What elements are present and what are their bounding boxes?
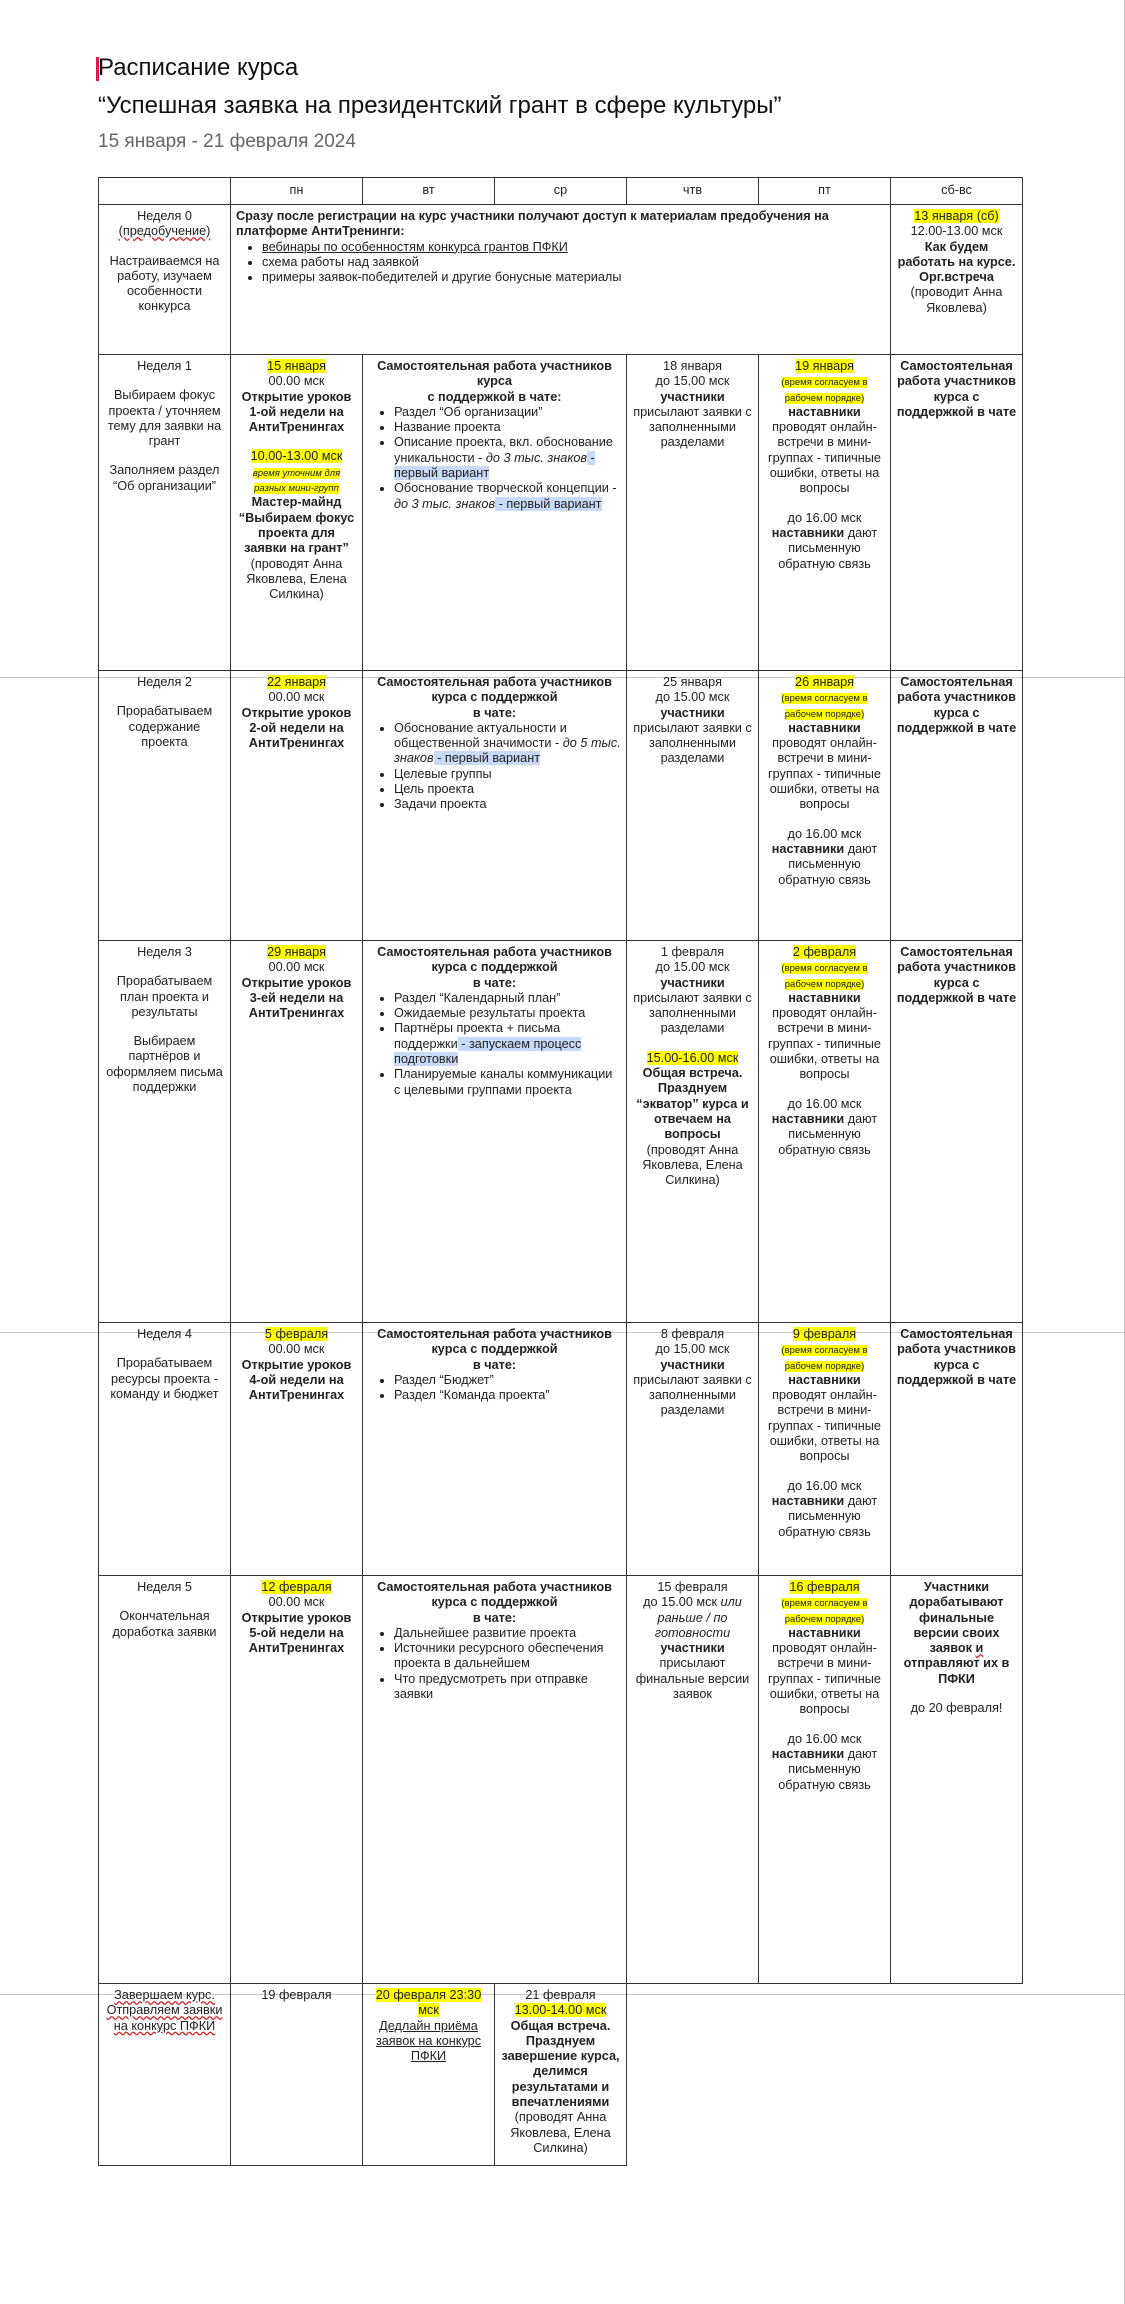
date-badge: 5 февраля: [264, 1327, 329, 1341]
week4-mon-cell[interactable]: [231, 1323, 363, 1576]
list-item: • Обоснование актуальности и общественной значимости - до 5 тыс. знаков - первый вариант: [394, 721, 621, 767]
week0-intro-cell[interactable]: [231, 205, 891, 355]
who-text: наставники: [788, 404, 861, 419]
week0-list: [236, 240, 885, 286]
week-desc: Прорабатываем содержание проекта: [116, 704, 213, 749]
week-row: [99, 1576, 1023, 1984]
work-list: [368, 405, 621, 512]
final-row: [99, 1984, 1023, 2166]
time-badge: 15.00-16.00 мск: [646, 1050, 739, 1065]
task-text: проводят онлайн-встречи в мини-группах - типичные ошибки, ответы на вопросы: [768, 420, 881, 496]
week4-thu-cell[interactable]: [627, 1323, 759, 1576]
final-label-cell[interactable]: [99, 1984, 231, 2166]
week-row: [99, 355, 1023, 671]
date-badge: 16 февраля: [789, 1580, 860, 1594]
week-row: [99, 1323, 1023, 1576]
work-title: Самостоятельная работа участников курса с поддержкой: [377, 1580, 612, 1610]
date-badge: 22 января: [267, 675, 326, 689]
date-badge: 13 января (сб): [914, 209, 999, 223]
event-host: (проводит Анна Яковлева): [910, 285, 1003, 315]
week1-thu-cell[interactable]: [627, 355, 759, 671]
deadline-text: Дедлайн приёма заявок на конкурс ПФКИ: [375, 2018, 482, 2064]
doc-title[interactable]: Расписание курса: [98, 54, 299, 81]
task-text: присылают финальные версии заявок: [635, 1656, 750, 1702]
note-text: (время согласуем в рабочем порядке): [781, 1598, 868, 1625]
final-mon-cell[interactable]: 19 февраля: [231, 1984, 363, 2166]
who-text: участники: [660, 1357, 725, 1372]
week-row: [99, 205, 1023, 355]
final-wed-cell[interactable]: [495, 1984, 627, 2166]
time-text: до 16.00 мск: [787, 510, 862, 525]
task-text: проводят онлайн-встречи в мини-группах - типичные ошибки, ответы на вопросы: [768, 736, 881, 812]
week4-label-cell[interactable]: [99, 1323, 231, 1576]
week-desc: Окончательная доработка заявки: [112, 1609, 217, 1639]
who-text: участники: [660, 1641, 725, 1656]
week2-work-cell[interactable]: [363, 671, 627, 941]
list-item: • Раздел “Об организации”: [394, 405, 621, 420]
note-text: (время согласуем в рабочем порядке): [781, 377, 868, 404]
final-tue-cell[interactable]: [363, 1984, 495, 2166]
week-label: Неделя 4: [137, 1327, 192, 1341]
week-label: Неделя 3: [137, 945, 192, 959]
time-text: 00.00 мск: [268, 374, 325, 389]
time-text: 00.00 мск: [268, 1342, 325, 1357]
schedule-table: [98, 177, 1023, 2166]
week1-mon-cell[interactable]: [231, 355, 363, 671]
list-item: • Название проекта: [394, 420, 621, 435]
week5-mon-cell[interactable]: [231, 1576, 363, 1984]
event-host: (проводят Анна Яковлева, Елена Силкина): [642, 1142, 743, 1188]
doc-dates[interactable]: 15 января - 21 февраля 2024: [98, 131, 356, 152]
week-row: [99, 941, 1023, 1323]
date-text: 15 февраля: [657, 1580, 728, 1594]
header-weekend[interactable]: сб-вс: [891, 178, 1023, 205]
week-desc: Выбираем фокус проекта / уточняем тему для заявки на грант: [107, 388, 222, 449]
time-text: до 15.00 мск: [655, 1342, 730, 1357]
who-text: наставники: [788, 720, 861, 735]
event-title: Как будем работать на курсе. Орг.встреча: [897, 239, 1016, 285]
list-item: • Раздел “Календарный план”: [394, 991, 621, 1006]
week-label: Неделя 2: [137, 675, 192, 689]
week5-weekend-cell[interactable]: Участники дорабатывают финальные версии своих заявок и отправляют их в ПФКИ до 20 февраля!: [891, 1576, 1023, 1984]
note-text: (время согласуем в рабочем порядке): [781, 1345, 868, 1372]
week3-weekend-cell[interactable]: Самостоятельная работа участников курса с поддержкой в чате: [891, 941, 1023, 1323]
list-item: • примеры заявок-победителей и другие бонусные материалы: [262, 270, 885, 285]
week1-weekend-cell[interactable]: Самостоятельная работа участников курса с поддержкой в чате: [891, 355, 1023, 671]
work-title: Самостоятельная работа участников курса с поддержкой: [377, 1327, 612, 1357]
week3-thu-cell[interactable]: [627, 941, 759, 1323]
week-label: Неделя 1: [137, 359, 192, 373]
header-row: [99, 178, 1023, 205]
time-text: до 15.00 мск: [655, 374, 730, 389]
date-text: 1 февраля: [660, 945, 725, 959]
date-badge: 12 февраля: [261, 1580, 332, 1594]
list-item: • Планируемые каналы коммуникации с целевыми группами проекта: [394, 1067, 621, 1098]
who-text: наставники: [788, 1625, 861, 1640]
list-item: • Задачи проекта: [394, 797, 621, 812]
list-item: • Ожидаемые результаты проекта: [394, 1006, 621, 1021]
week-row: [99, 671, 1023, 941]
event-title: Открытие уроков 5-ой недели на АнтиТренингах: [241, 1610, 352, 1656]
list-item: • Раздел “Команда проекта”: [394, 1388, 621, 1403]
week1-label-cell[interactable]: [99, 355, 231, 671]
week1-work-cell[interactable]: [363, 355, 627, 671]
week3-mon-cell[interactable]: [231, 941, 363, 1323]
week-desc: Настраиваемся на работу, изучаем особенности конкурса: [109, 253, 220, 314]
work-sub: в чате:: [472, 1610, 517, 1625]
week-label-sub: (предобучение): [118, 224, 211, 239]
work-title: Самостоятельная работа участников курса с поддержкой: [377, 945, 612, 975]
date-text: 18 января: [663, 359, 722, 373]
week-desc: Выбираем партнёров и оформляем письма поддержки: [106, 1034, 223, 1095]
list-item: • Обоснование творческой концепции - до 3 тыс. знаков - первый вариант: [394, 481, 621, 512]
week-desc: Прорабатываем план проекта и результаты: [116, 974, 213, 1019]
work-title: Самостоятельная работа участников курса: [377, 359, 612, 389]
task-text: присылают заявки с заполненными разделами: [633, 990, 752, 1036]
week0-weekend-cell[interactable]: [891, 205, 1023, 355]
week5-work-cell[interactable]: [363, 1576, 627, 1984]
week0-intro: Сразу после регистрации на курс участники получают доступ к материалам предобучения на платформе АнтиТренинги:: [236, 209, 829, 239]
work-list: [368, 1373, 621, 1404]
note-text: (время согласуем в рабочем порядке): [781, 693, 868, 720]
header-thu[interactable]: чтв: [627, 178, 759, 205]
work-list: [368, 1626, 621, 1702]
event-title: Открытие уроков 1-ой недели на АнтиТренингах: [241, 389, 352, 435]
event-title: Общая встреча. Празднуем завершение курса, делимся результатами и впечатлениями: [501, 2018, 620, 2110]
task-text: присылают заявки с заполненными разделами: [633, 404, 752, 450]
task-text: проводят онлайн-встречи в мини-группах - типичные ошибки, ответы на вопросы: [768, 1388, 881, 1464]
event-title: Общая встреча. Празднуем “экватор” курса и отвечаем на вопросы: [636, 1066, 749, 1142]
work-sub: в чате:: [472, 1357, 517, 1372]
week2-thu-cell[interactable]: [627, 671, 759, 941]
time-text: до 16.00 мск: [787, 1731, 862, 1746]
list-item: • Источники ресурсного обеспечения проекта в дальнейшем: [394, 1641, 621, 1672]
time-text: 00.00 мск: [268, 960, 325, 975]
week4-work-cell[interactable]: [363, 1323, 627, 1576]
event-title: Открытие уроков 4-ой недели на АнтиТренингах: [241, 1357, 352, 1403]
final-label: Завершаем курс. Отправляем заявки на конкурс ПФКИ: [106, 1988, 223, 2033]
date-badge: 26 января: [795, 675, 854, 689]
week2-mon-cell[interactable]: [231, 671, 363, 941]
list-item: • Партнёры проекта + письма поддержки - запускаем процесс подготовки: [394, 1021, 621, 1067]
week2-label-cell[interactable]: [99, 671, 231, 941]
who-text: участники: [660, 389, 725, 404]
week2-weekend-cell[interactable]: Самостоятельная работа участников курса с поддержкой в чате: [891, 671, 1023, 941]
week-desc: Прорабатываем ресурсы проекта - команду и бюджет: [110, 1356, 219, 1401]
time-badge: 13.00-14.00 мск: [514, 2003, 607, 2018]
date-badge: 19 января: [795, 359, 854, 373]
work-title: Самостоятельная работа участников курса с поддержкой: [377, 675, 612, 705]
date-badge: 15 января: [267, 359, 326, 373]
date-text: 8 февраля: [660, 1327, 725, 1341]
task-text: присылают заявки с заполненными разделами: [633, 720, 752, 766]
who-text: участники: [660, 975, 725, 990]
time-text: 00.00 мск: [268, 690, 325, 705]
time-text: 12.00-13.00 мск: [910, 224, 1003, 239]
task-text: присылают заявки с заполненными разделами: [633, 1372, 752, 1418]
note-text: (время согласуем в рабочем порядке): [781, 963, 868, 990]
work-sub: в чате:: [472, 975, 517, 990]
date-text: 21 февраля: [525, 1988, 596, 2002]
week2-fri-cell[interactable]: 26 января (время согласуем в рабочем порядке) наставники проводят онлайн-встречи в мини-группах - типичные ошибки, ответы на вопросы до 16.00 мск наставники дают письменную обратную связь: [759, 671, 891, 941]
event-host: (проводят Анна Яковлева, Елена Силкина): [510, 2110, 611, 2155]
week5-fri-cell[interactable]: 16 февраля (время согласуем в рабочем порядке) наставники проводят онлайн-встречи в мини-группах - типичные ошибки, ответы на вопросы до 16.00 мск наставники дают письменную обратную связь: [759, 1576, 891, 1984]
work-sub: с поддержкой в чате:: [427, 389, 562, 404]
work-sub: в чате:: [472, 705, 517, 720]
time-badge: 10.00-13.00 мск: [250, 449, 343, 464]
week-label: Неделя 0: [137, 209, 192, 223]
list-item: • Дальнейшее развитие проекта: [394, 1626, 621, 1641]
who-text: наставники: [788, 1372, 861, 1387]
header-empty[interactable]: [99, 178, 231, 205]
date-text: 25 января: [663, 675, 722, 689]
header-wed[interactable]: ср: [495, 178, 627, 205]
date-badge: 29 января: [267, 945, 326, 959]
list-item: • схема работы над заявкой: [262, 255, 885, 270]
week-desc: Заполняем раздел “Об организации”: [109, 463, 220, 493]
empty-cell: [627, 1984, 1023, 2166]
week4-weekend-cell[interactable]: Самостоятельная работа участников курса с поддержкой в чате: [891, 1323, 1023, 1576]
doc-subtitle[interactable]: “Успешная заявка на президентский грант в сфере культуры”: [98, 92, 782, 119]
date-badge: 9 февраля: [792, 1327, 857, 1341]
time-text: до 16.00 мск: [787, 1096, 862, 1111]
date-badge: 2 февраля: [792, 945, 857, 959]
list-item: • Описание проекта, вкл. обоснование уникальности - до 3 тыс. знаков - первый вариант: [394, 435, 621, 481]
header-tue[interactable]: вт: [363, 178, 495, 205]
time-text: до 15.00 мск: [655, 960, 730, 975]
task-text: проводят онлайн-встречи в мини-группах - типичные ошибки, ответы на вопросы: [768, 1641, 881, 1717]
week3-work-cell[interactable]: [363, 941, 627, 1323]
week3-label-cell[interactable]: [99, 941, 231, 1323]
list-item[interactable]: • вебинары по особенностям конкурса грантов ПФКИ: [262, 240, 885, 255]
task-text: проводят онлайн-встречи в мини-группах - типичные ошибки, ответы на вопросы: [768, 1006, 881, 1082]
list-item: • Целевые группы: [394, 767, 621, 782]
week5-thu-cell[interactable]: 15 февраля до 15.00 мск или раньше / по готовности участники присылают финальные версии заявок: [627, 1576, 759, 1984]
work-list: [368, 721, 621, 813]
time-text: 00.00 мск: [268, 1595, 325, 1610]
work-list: [368, 991, 621, 1098]
time-text: до 16.00 мск: [787, 826, 862, 841]
list-item: • Цель проекта: [394, 782, 621, 797]
week0-label-cell[interactable]: [99, 205, 231, 355]
week-label: Неделя 5: [137, 1580, 192, 1594]
list-item: • Раздел “Бюджет”: [394, 1373, 621, 1388]
week1-fri-cell[interactable]: 19 января (время согласуем в рабочем порядке) наставники проводят онлайн-встречи в мини-группах - типичные ошибки, ответы на вопросы до 16.00 мск наставники дают письменную обратную связь: [759, 355, 891, 671]
week3-fri-cell[interactable]: 2 февраля (время согласуем в рабочем порядке) наставники проводят онлайн-встречи в мини-группах - типичные ошибки, ответы на вопросы до 16.00 мск наставники дают письменную обратную связь: [759, 941, 891, 1323]
list-item: • Что предусмотреть при отправке заявки: [394, 1672, 621, 1703]
week4-fri-cell[interactable]: 9 февраля (время согласуем в рабочем порядке) наставники проводят онлайн-встречи в мини-группах - типичные ошибки, ответы на вопросы до 16.00 мск наставники дают письменную обратную связь: [759, 1323, 891, 1576]
event-title: Открытие уроков 2-ой недели на АнтиТренингах: [241, 705, 352, 751]
deadline-text: до 20 февраля!: [910, 1701, 1003, 1716]
date-badge: 20 февраля 23:30 мск: [375, 1988, 482, 2018]
who-text: участники: [660, 705, 725, 720]
week5-label-cell[interactable]: [99, 1576, 231, 1984]
who-text: наставники: [788, 990, 861, 1005]
header-mon[interactable]: пн: [231, 178, 363, 205]
time-text: до 16.00 мск: [787, 1478, 862, 1493]
time-text: до 15.00 мск: [655, 690, 730, 705]
event-title: Мастер-майнд “Выбираем фокус проекта для заявки на грант”: [238, 495, 355, 556]
header-fri[interactable]: пт: [759, 178, 891, 205]
event-title: Открытие уроков 3-ей недели на АнтиТренингах: [241, 975, 352, 1021]
note-text: время уточним для разных мини-групп: [252, 467, 341, 495]
event-host: (проводят Анна Яковлева, Елена Силкина): [246, 556, 347, 602]
